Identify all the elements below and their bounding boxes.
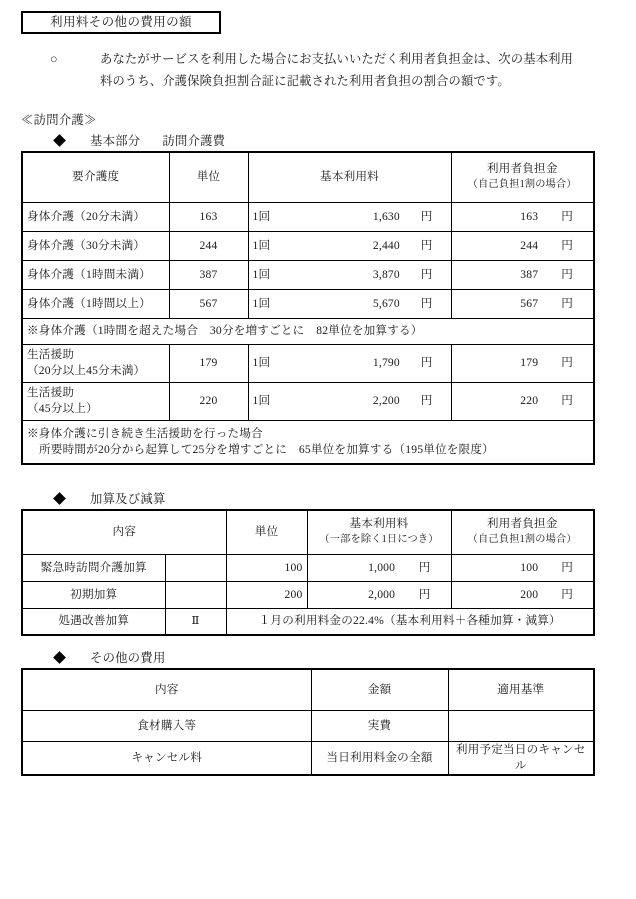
cell-burden-amount: 163: [520, 209, 539, 223]
table-row: [22, 260, 594, 289]
note-life-support-line1: ※身体介護に引き続き生活援助を行った場合: [27, 426, 263, 440]
table-header-row: [22, 510, 594, 554]
cell-burden-amount: 244: [520, 238, 539, 252]
header-amount: 金額: [311, 669, 448, 710]
table-basic-fees: [21, 151, 595, 465]
cell-fee-count: 1回: [252, 267, 271, 281]
cell-user-burden: [451, 382, 594, 420]
cell-fee-amount: 1,000: [368, 560, 396, 574]
cell-unit: 200: [226, 581, 307, 608]
cell-user-burden: [451, 289, 594, 318]
cell-content: 食材購入等: [22, 710, 311, 741]
note-life-support-line2: 所要時間が20分から起算して25分を増すごとに 65単位を加算する（195単位を限度）: [39, 442, 494, 456]
table-row: [22, 344, 594, 382]
cell-care-level: [22, 344, 169, 382]
cell-treatment-improvement-formula: １月の利用料金の22.4%（基本利用料＋各種加算・減算）: [226, 608, 594, 635]
table-row: [22, 554, 594, 581]
cell-amount: 実費: [311, 710, 448, 741]
cell-fee-amount: 2,000: [368, 587, 396, 601]
cell-care-level: [22, 382, 169, 420]
cell-care-level-line1: 生活援助: [27, 348, 75, 361]
cell-fee-count: 1回: [252, 394, 271, 407]
cell-burden-yen: 円: [561, 587, 573, 601]
intro-row: [50, 48, 595, 92]
table-header-row: [22, 669, 594, 710]
table-row: [22, 382, 594, 420]
circle-bullet-icon: ○: [50, 52, 58, 66]
cell-care-level: 身体介護（20分未満）: [22, 202, 169, 231]
cell-content: 緊急時訪問介護加算: [22, 554, 165, 581]
cell-burden-yen: 円: [561, 267, 573, 281]
header-unit: 単位: [169, 152, 248, 202]
cell-unit: 220: [169, 382, 248, 420]
header-base-fee: 基本利用料: [248, 152, 451, 202]
cell-amount: 当日利用料金の全額: [311, 741, 448, 775]
header-user-burden-line2: （自己負担1割の場合）: [467, 534, 577, 546]
cell-care-level-line1: 生活援助: [27, 386, 75, 399]
cell-care-level-line2: （20分以上45分未満）: [27, 364, 146, 377]
table-row: [22, 608, 594, 635]
table-other-costs: [21, 668, 595, 776]
header-content: 内容: [22, 510, 226, 554]
cell-fee-yen: 円: [418, 560, 431, 574]
cell-fee-yen: 円: [420, 209, 433, 223]
cell-fee-yen: 円: [418, 587, 431, 601]
cell-unit: 244: [169, 231, 248, 260]
cell-burden-amount: 220: [520, 394, 539, 407]
diamond-bullet-icon: [53, 651, 66, 664]
table-row: [22, 202, 594, 231]
cell-fee-count: 1回: [252, 209, 271, 223]
intro-paragraph: [50, 48, 595, 92]
heading-basic-label: 基本部分: [90, 134, 141, 148]
cell-fee-yen: 円: [420, 238, 433, 252]
table-row: [22, 231, 594, 260]
note-life-support: [22, 420, 594, 464]
intro-line-1: あなたがサービスを利用した場合にお支払いいただく利用者負担金は、次の基本利用: [100, 52, 573, 66]
table-note-row: [22, 420, 594, 464]
cell-fee-yen: 円: [420, 267, 433, 281]
cell-base-fee: [248, 202, 451, 231]
cell-criteria: 利用予定当日のキャンセル: [448, 741, 594, 775]
cell-care-level: 身体介護（30分未満）: [22, 231, 169, 260]
header-user-burden-line2: （自己負担1割の場合）: [467, 179, 577, 191]
cell-care-level-line2: （45分以上）: [27, 402, 98, 415]
heading-other-label: その他の費用: [90, 651, 166, 665]
heading-kasan-section: [55, 489, 166, 507]
cell-base-fee: [248, 289, 451, 318]
cell-burden-yen: 円: [561, 394, 573, 407]
cell-fee-yen: 円: [420, 356, 433, 369]
cell-base-fee: [248, 260, 451, 289]
cell-base-fee: [248, 344, 451, 382]
heading-basic-section: [55, 131, 225, 149]
cell-unit: 387: [169, 260, 248, 289]
header-content: 内容: [22, 669, 311, 710]
cell-fee-count: 1回: [252, 296, 271, 310]
heading-other-section: [55, 648, 166, 666]
cell-fee-yen: 円: [420, 296, 433, 310]
cell-fee-amount: 2,440: [372, 238, 400, 252]
cell-fee-amount: 2,200: [372, 394, 400, 407]
cell-unit: 163: [169, 202, 248, 231]
cell-unit: 567: [169, 289, 248, 318]
note-physical-care: ※身体介護（1時間を超えた場合 30分を増すごとに 82単位を加算する）: [22, 318, 594, 344]
header-care-level: 要介護度: [22, 152, 169, 202]
table-header-row: [22, 152, 594, 202]
table-row: [22, 289, 594, 318]
table-note-row: [22, 318, 594, 344]
header-user-burden-line1: 利用者負担金: [486, 517, 558, 531]
cell-burden-yen: 円: [561, 356, 573, 369]
header-base-fee-line2: （一部を除く1日につき）: [319, 534, 439, 546]
header-user-burden-line1: 利用者負担金: [486, 162, 558, 176]
service-label: ≪訪問介護≫: [21, 113, 97, 127]
cell-user-burden: [451, 231, 594, 260]
cell-fee-amount: 1,630: [372, 209, 400, 223]
cell-fee-amount: 5,670: [372, 296, 400, 310]
cell-burden-yen: 円: [561, 296, 573, 310]
document-title-box: [21, 11, 221, 34]
cell-burden-yen: 円: [561, 238, 573, 252]
cell-grade: [165, 581, 226, 608]
page-title: 利用料その他の費用の額: [50, 15, 192, 30]
cell-fee-amount: 1,790: [372, 356, 400, 369]
intro-text: [100, 48, 595, 92]
cell-fee-amount: 3,870: [372, 267, 400, 281]
cell-content: 処遇改善加算: [22, 608, 165, 635]
header-base-fee-line1: 基本利用料: [349, 517, 409, 531]
table-row: [22, 710, 594, 741]
cell-unit: 179: [169, 344, 248, 382]
cell-base-fee: [248, 382, 451, 420]
cell-base-fee: [248, 231, 451, 260]
cell-criteria: [448, 710, 594, 741]
cell-user-burden: [451, 344, 594, 382]
header-base-fee: [307, 510, 451, 554]
table-row: [22, 741, 594, 775]
cell-fee-count: 1回: [252, 238, 271, 252]
cell-user-burden: [451, 581, 594, 608]
cell-burden-yen: 円: [561, 209, 573, 223]
cell-burden-amount: 179: [520, 356, 539, 369]
cell-base-fee: [307, 581, 451, 608]
header-criteria: 適用基準: [448, 669, 594, 710]
cell-user-burden: [451, 554, 594, 581]
cell-base-fee: [307, 554, 451, 581]
header-unit: 単位: [226, 510, 307, 554]
cell-burden-amount: 567: [520, 296, 539, 310]
cell-user-burden: [451, 260, 594, 289]
cell-unit: 100: [226, 554, 307, 581]
cell-care-level: 身体介護（1時間以上）: [22, 289, 169, 318]
table-row: [22, 581, 594, 608]
diamond-bullet-icon: [53, 134, 66, 147]
cell-fee-count: 1回: [252, 356, 271, 369]
header-user-burden: [451, 510, 594, 554]
cell-fee-yen: 円: [420, 394, 433, 407]
cell-user-burden: [451, 202, 594, 231]
cell-content: キャンセル料: [22, 741, 311, 775]
intro-line-2: 料のうち、介護保険負担割合証に記載された利用者負担の割合の額です。: [100, 74, 510, 88]
diamond-bullet-icon: [53, 492, 66, 505]
table-additions-deductions: [21, 509, 595, 636]
header-user-burden: [451, 152, 594, 202]
cell-burden-amount: 387: [520, 267, 539, 281]
cell-burden-yen: 円: [561, 560, 573, 574]
heading-basic-sublabel: 訪問介護費: [162, 134, 226, 148]
cell-content: 初期加算: [22, 581, 165, 608]
heading-kasan-label: 加算及び減算: [90, 492, 166, 506]
cell-grade: Ⅱ: [165, 608, 226, 635]
cell-burden-amount: 200: [520, 587, 539, 601]
cell-grade: [165, 554, 226, 581]
cell-burden-amount: 100: [520, 560, 539, 574]
cell-care-level: 身体介護（1時間未満）: [22, 260, 169, 289]
